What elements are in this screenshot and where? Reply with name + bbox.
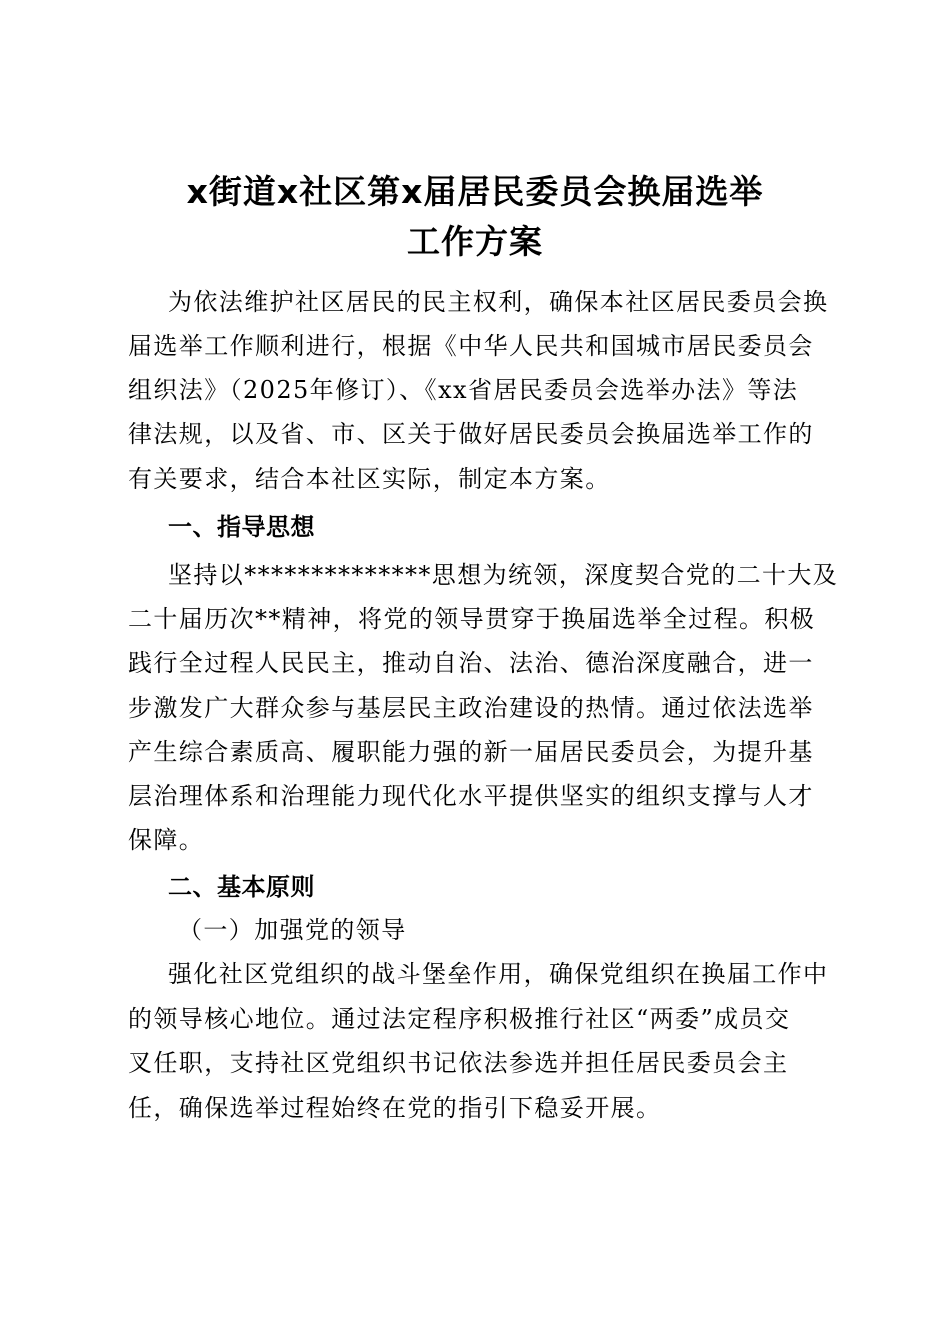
paragraph-line: 组织法》（2025年修订）、《xx省居民委员会选举办法》等法 — [128, 376, 799, 404]
paragraph-line: 坚持以**************思想为统领，深度契合党的二十大及 — [168, 561, 839, 589]
paragraph-line: 任，确保选举过程始终在党的指引下稳妥开展。 — [128, 1094, 662, 1122]
paragraph-line: 有关要求，结合本社区实际，制定本方案。 — [128, 465, 611, 493]
section-heading-guiding-ideology: 一、指导思想 — [168, 513, 315, 541]
paragraph-line: 层治理体系和治理能力现代化水平提供坚实的组织支撑与人才 — [128, 782, 814, 810]
paragraph-line: 步激发广大群众参与基层民主政治建设的热情。通过依法选举 — [128, 694, 814, 722]
paragraph-line: 产生综合素质高、履职能力强的新一届居民委员会，为提升基 — [128, 738, 814, 766]
paragraph-line: 强化社区党组织的战斗堡垒作用，确保党组织在换届工作中 — [168, 960, 829, 988]
subsection-heading-party-leadership: （一）加强党的领导 — [178, 916, 407, 944]
section-heading-basic-principles: 二、基本原则 — [168, 873, 315, 901]
paragraph-line: 的领导核心地位。通过法定程序积极推行社区“两委”成员交 — [128, 1005, 791, 1033]
paragraph-line: 叉任职，支持社区党组织书记依法参选并担任居民委员会主 — [128, 1049, 789, 1077]
paragraph-line: 律法规，以及省、市、区关于做好居民委员会换届选举工作的 — [128, 420, 814, 448]
paragraph-line: 二十届历次**精神，将党的领导贯穿于换届选举全过程。积极 — [128, 605, 816, 633]
paragraph-line: 为依法维护社区居民的民主权利，确保本社区居民委员会换 — [168, 288, 829, 316]
document-title-line-1: x街道x社区第x届居民委员会换届选举 — [186, 172, 764, 211]
paragraph-line: 践行全过程人民民主，推动自治、法治、德治深度融合，进一 — [128, 649, 814, 677]
paragraph-line: 届选举工作顺利进行，根据《中华人民共和国城市居民委员会 — [128, 332, 814, 360]
document-title-line-2: 工作方案 — [407, 222, 543, 261]
paragraph-line: 保障。 — [128, 826, 205, 854]
